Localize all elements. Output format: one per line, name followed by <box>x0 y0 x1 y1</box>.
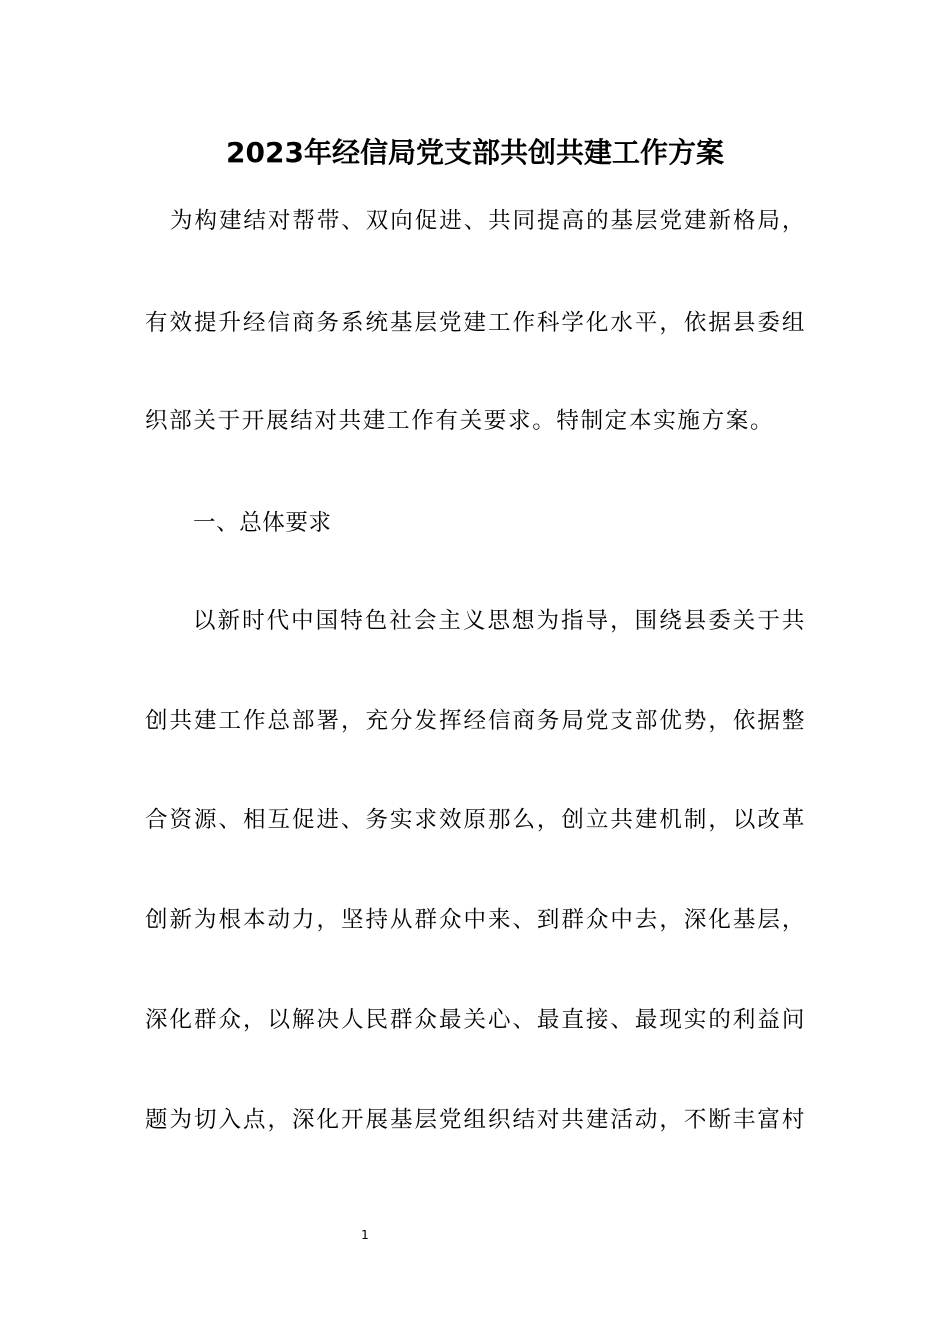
paragraph-line: 深化群众，以解决人民群众最关心、最直接、最现实的利益问 <box>145 1007 805 1033</box>
section-heading: 一、总体要求 <box>193 510 332 536</box>
paragraph-line: 织部关于开展结对共建工作有关要求。特制定本实施方案。 <box>145 408 775 434</box>
paragraph-line: 创共建工作总部署，充分发挥经信商务局党支部优势，依据整 <box>145 708 805 734</box>
paragraph-line: 有效提升经信商务系统基层党建工作科学化水平，依据县委组 <box>145 310 805 336</box>
paragraph-line: 创新为根本动力，坚持从群众中来、到群众中去，深化基层， <box>145 907 805 933</box>
paragraph-line: 为构建结对帮带、双向促进、共同提高的基层党建新格局， <box>170 208 805 234</box>
document-title: 2023年经信局党支部共创共建工作方案 <box>226 136 724 169</box>
page-number: 1 <box>361 1228 369 1242</box>
paragraph-line: 合资源、相互促进、务实求效原那么，创立共建机制，以改革 <box>145 807 805 833</box>
paragraph-line: 题为切入点，深化开展基层党组织结对共建活动，不断丰富村 <box>145 1107 805 1133</box>
paragraph-line: 以新时代中国特色社会主义思想为指导，围绕县委关于共 <box>193 608 805 634</box>
